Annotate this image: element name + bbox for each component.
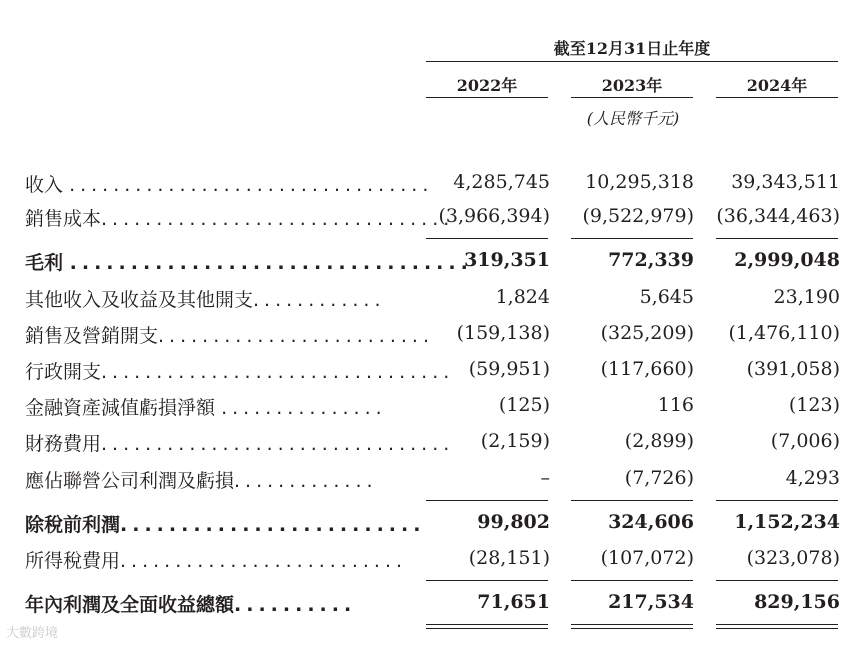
value-2022: 71,651 <box>477 591 550 613</box>
value-2022: 319,351 <box>464 249 550 271</box>
year-2023-header: 2023年 <box>601 76 663 95</box>
subtotal-rule-2022 <box>426 238 548 239</box>
year-rule-2024 <box>716 97 838 98</box>
total-double-rule-2024-b <box>716 628 838 629</box>
year-rule-2022 <box>426 97 548 98</box>
total-double-rule-2024-a <box>716 624 838 625</box>
subtotal-rule-2024 <box>716 238 838 239</box>
value-2024: (7,006) <box>770 430 840 452</box>
table-row <box>0 248 865 282</box>
value-2023: 10,295,318 <box>585 171 694 193</box>
value-2024: (391,058) <box>746 358 840 380</box>
value-2022: (28,151) <box>468 547 550 569</box>
value-2024: (36,344,463) <box>716 205 840 227</box>
row-label: 財務費用................................ <box>25 433 455 455</box>
currency-unit: (人民幣千元) <box>586 109 680 128</box>
value-2024: 4,293 <box>785 467 840 489</box>
year-2024-header: 2024年 <box>746 76 808 95</box>
subtotal-rule-2023 <box>571 500 693 501</box>
value-2023: (107,072) <box>600 547 694 569</box>
table-row <box>0 429 865 463</box>
total-double-rule-2022-a <box>426 624 548 625</box>
total-double-rule-2023-b <box>571 628 693 629</box>
table-row <box>0 170 865 204</box>
table-row <box>0 321 865 355</box>
row-label: 其他收入及收益及其他開支............ <box>25 289 386 311</box>
table-row <box>0 204 865 238</box>
subtotal-rule-2023 <box>571 580 693 581</box>
value-2023: (7,726) <box>624 467 694 489</box>
table-row <box>0 357 865 391</box>
year-2022-header: 2022年 <box>456 76 518 95</box>
row-label: 銷售成本................................ <box>25 208 455 230</box>
subtotal-rule-2024 <box>716 580 838 581</box>
value-2023: 116 <box>657 394 694 416</box>
row-label: 毛利 ................................. <box>25 252 473 274</box>
value-2022: – <box>540 467 550 489</box>
value-2022: (3,966,394) <box>438 205 550 227</box>
row-label: 收入 ................................. <box>25 174 434 196</box>
value-2022: (2,159) <box>480 430 550 452</box>
value-2022: (125) <box>498 394 550 416</box>
value-2024: 23,190 <box>773 286 840 308</box>
period-header: 截至12月31日止年度 <box>553 39 711 58</box>
value-2023: (325,209) <box>600 322 694 344</box>
table-row <box>0 590 865 624</box>
value-2024: (1,476,110) <box>728 322 840 344</box>
value-2023: (117,660) <box>600 358 694 380</box>
row-label: 金融資產減值虧損淨額 ............... <box>25 397 387 419</box>
value-2024: 829,156 <box>754 591 840 613</box>
value-2024: 39,343,511 <box>731 171 840 193</box>
row-label: 年內利潤及全面收益總額.......... <box>25 594 357 616</box>
value-2022: 99,802 <box>477 511 550 533</box>
subtotal-rule-2024 <box>716 500 838 501</box>
watermark-logo: 大數跨境 <box>6 626 59 641</box>
table-row <box>0 393 865 427</box>
year-rule-2023 <box>571 97 693 98</box>
value-2023: 772,339 <box>608 249 694 271</box>
total-double-rule-2022-b <box>426 628 548 629</box>
table-row <box>0 285 865 319</box>
value-2022: 4,285,745 <box>453 171 550 193</box>
table-row <box>0 466 865 500</box>
value-2024: 1,152,234 <box>734 511 840 533</box>
row-label: 除稅前利潤......................... <box>25 514 426 536</box>
row-label: 所得稅費用.......................... <box>25 550 408 572</box>
period-header-rule <box>426 61 838 62</box>
value-2023: (2,899) <box>624 430 694 452</box>
subtotal-rule-2022 <box>426 500 548 501</box>
subtotal-rule-2022 <box>426 580 548 581</box>
subtotal-rule-2023 <box>571 238 693 239</box>
value-2024: 2,999,048 <box>734 249 840 271</box>
value-2024: (323,078) <box>746 547 840 569</box>
value-2022: 1,824 <box>495 286 550 308</box>
total-double-rule-2023-a <box>571 624 693 625</box>
row-label: 行政開支................................ <box>25 361 455 383</box>
value-2024: (123) <box>788 394 840 416</box>
value-2023: 324,606 <box>608 511 694 533</box>
table-row <box>0 510 865 544</box>
value-2023: (9,522,979) <box>582 205 694 227</box>
value-2022: (59,951) <box>468 358 550 380</box>
value-2023: 217,534 <box>608 591 694 613</box>
value-2023: 5,645 <box>639 286 694 308</box>
table-row <box>0 546 865 580</box>
row-label: 應佔聯營公司利潤及虧損............. <box>25 470 378 492</box>
value-2022: (159,138) <box>456 322 550 344</box>
row-label: 銷售及營銷開支......................... <box>25 325 435 347</box>
